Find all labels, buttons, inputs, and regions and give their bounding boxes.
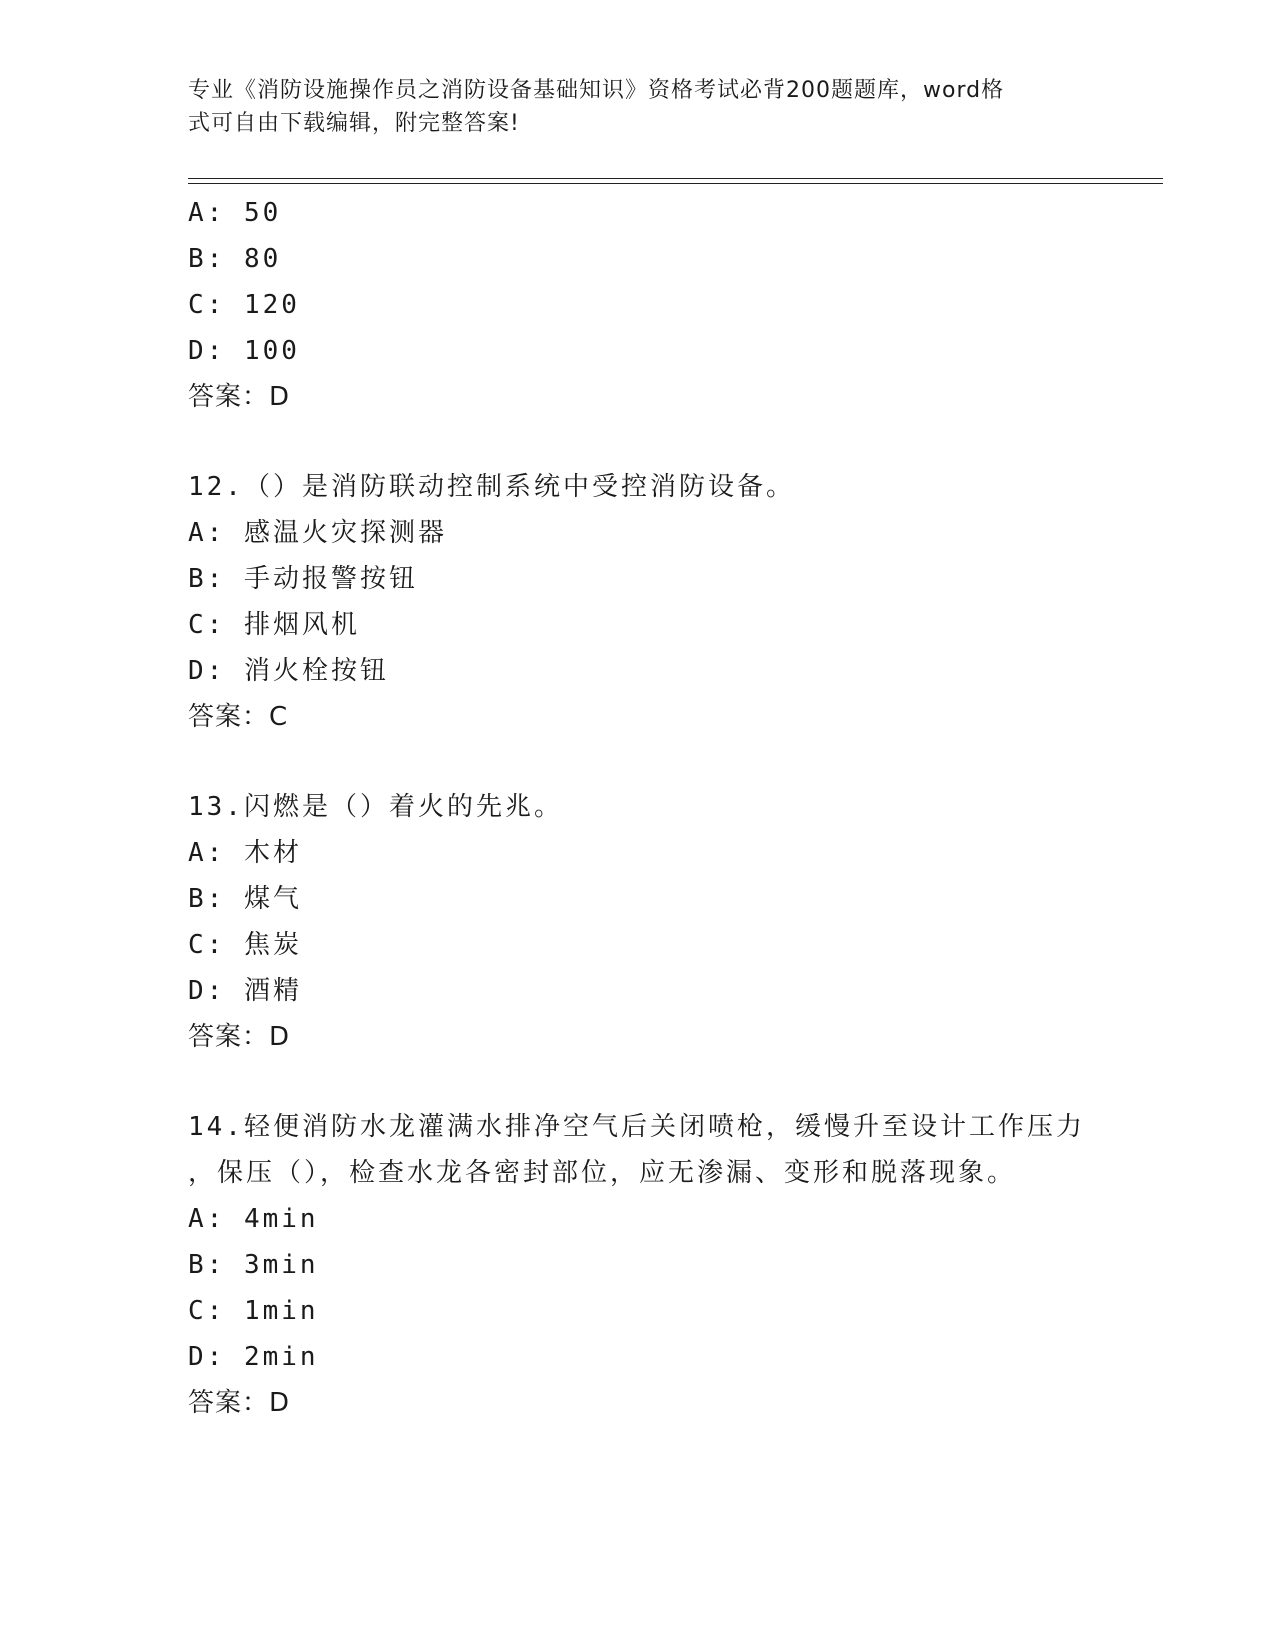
option-b: B: 手动报警按钮 [188,564,418,594]
option-a: A: 感温火灾探测器 [188,518,447,548]
option-b: B: 80 [188,244,282,274]
answer: 答案：D [188,382,291,412]
option-b: B: 煤气 [188,884,302,914]
option-d: D: 100 [188,336,300,366]
header-line-1: 专业《消防设施操作员之消防设备基础知识》资格考试必背200题题库，word格 [188,78,1005,103]
option-b: B: 3min [188,1250,319,1280]
question-list [188,190,1148,1426]
question-stem-line-1: 14.轻便消防水龙灌满水排净空气后关闭喷枪，缓慢升至设计工作压力 [188,1112,1085,1142]
option-a: A: 50 [188,198,282,228]
question-12 [188,464,1148,740]
question-stem: 13.闪燃是（）着火的先兆。 [188,792,563,822]
option-d: D: 2min [188,1342,319,1372]
option-d: D: 酒精 [188,976,302,1006]
question-11 [188,190,1148,420]
header-divider-bottom [188,183,1163,184]
answer: 答案：D [188,1388,291,1418]
answer: 答案：D [188,1022,291,1052]
option-c: C: 1min [188,1296,319,1326]
option-a: A: 4min [188,1204,319,1234]
header-divider-top [188,178,1163,179]
question-14 [188,1104,1148,1426]
option-c: C: 排烟风机 [188,610,360,640]
document-header [188,74,1068,140]
question-13 [188,784,1148,1060]
option-a: A: 木材 [188,838,302,868]
header-line-2: 式可自由下载编辑，附完整答案! [188,111,520,136]
question-stem: 12.（）是消防联动控制系统中受控消防设备。 [188,472,795,502]
option-d: D: 消火栓按钮 [188,656,389,686]
option-c: C: 焦炭 [188,930,302,960]
question-stem-line-2: ，保压（），检查水龙各密封部位，应无渗漏、变形和脱落现象。 [188,1158,1017,1188]
answer: 答案：C [188,702,289,732]
option-c: C: 120 [188,290,300,320]
